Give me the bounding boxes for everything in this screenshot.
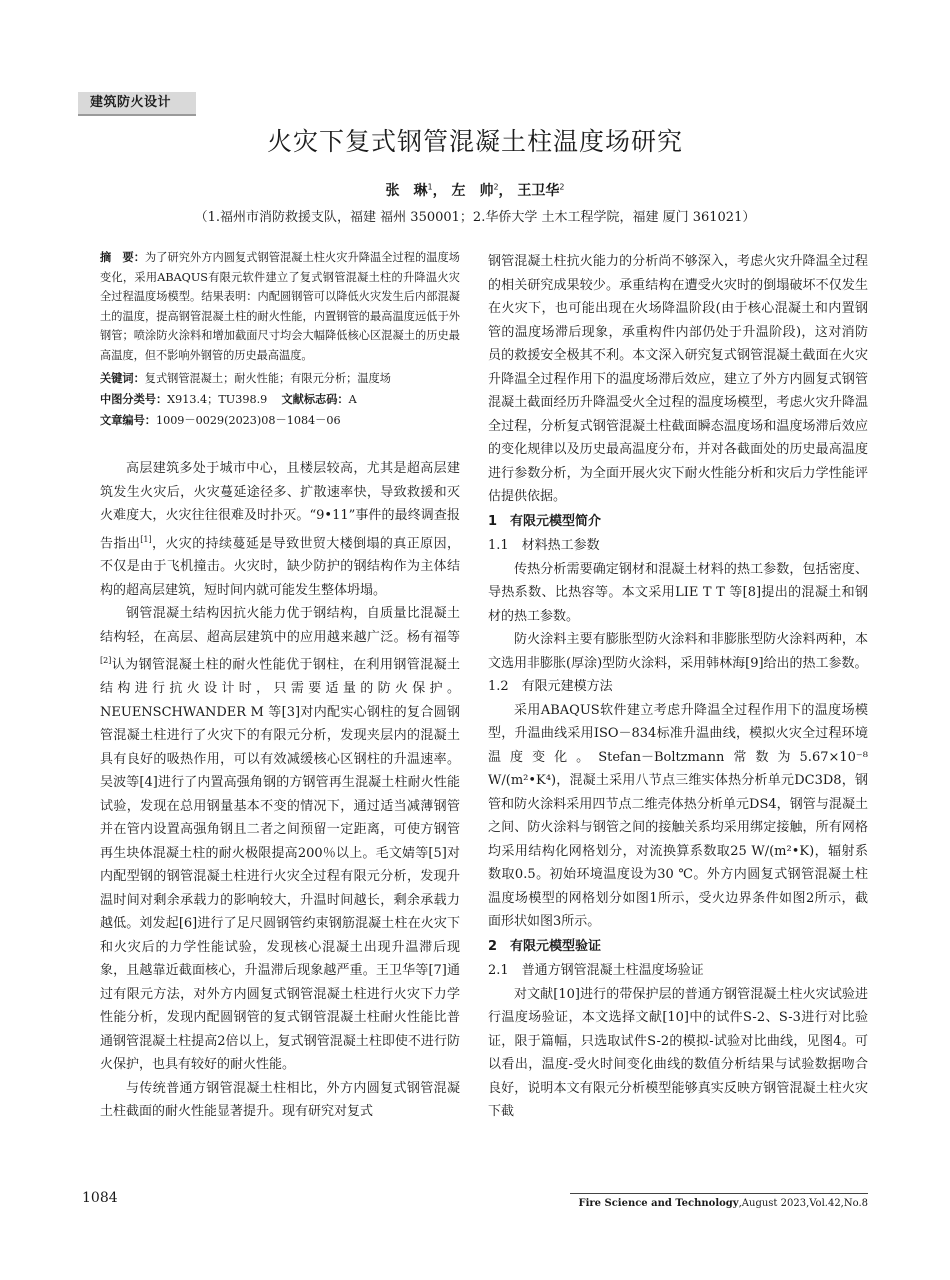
author-sup: 2 bbox=[493, 182, 499, 192]
article-number bbox=[100, 410, 460, 431]
keywords-text: 复式钢管混凝土；耐火性能；有限元分析；温度场 bbox=[144, 372, 391, 385]
keywords bbox=[100, 368, 460, 389]
article-no-label: 文章编号： bbox=[100, 414, 156, 427]
clc-value: X913.4；TU398.9 bbox=[167, 393, 268, 406]
journal-name: Fire Science and Technology bbox=[578, 1198, 739, 1209]
right-column bbox=[488, 250, 868, 1124]
body-paragraph: 钢管混凝土柱抗火能力的分析尚不够深入，考虑火灾升降温全过程的相关研究成果较少。承重结构在遭受火灾时的倒塌破坏不仅发生在火灾下，也可能出现在火场降温阶段(由于核心混凝土和内置钢管的温度场滞后现象，承重构件内部仍处于升温阶段)，这对消防员的救援安全极其不利。本文深入研究复式钢管混凝土截面在火灾升降温全过程作用下的温度场滞后效应，建立了外方内圆复式钢管混凝土截面经历升降温受火全过程的温度场模型，考虑火灾升降温全过程，分析复式钢管混凝土柱截面瞬态温度场和温度场滞后效应的变化规律以及历史最高温度分布，并对各截面处的历史最高温度进行参数分析，为全面开展火灾下耐火性能分析和灾后力学性能评估提供依据。 bbox=[488, 254, 868, 504]
citation: [1] bbox=[140, 534, 152, 544]
section-heading-1: 1 有限元模型简介 bbox=[488, 513, 602, 529]
body-paragraph: 传热分析需要确定钢材和混凝土材料的热工参数，包括密度、导热系数、比热容等。本文采用LIE T T 等[8]提出的混凝土和钢材的热工参数。 bbox=[488, 561, 868, 624]
body-paragraph: 对文献[10]进行的带保护层的普通方钢管混凝土柱火灾试验进行温度场验证，本文选择文献[10]中的试件S-2、S-3进行对比验证，限于篇幅，只选取试件S-2的模拟-试验对比曲线，见图4。可以看出，温度-受火时间变化曲线的数值分析结果与试验数据吻合良好，说明本文有限元分析模型能够真实反映方钢管混凝土柱火灾下截 bbox=[488, 986, 868, 1119]
body-text: 高层建筑多处于城市中心，且楼层较高，尤其是超高层建筑发生火灾后，火灾蔓延途径多、扩散速率快，导致救援和灭火难度大，火灾往往很难及时扑灭。“9•11”事件的最终调查报告指出 bbox=[100, 461, 460, 551]
meta-block bbox=[100, 368, 460, 431]
body-paragraph bbox=[100, 1077, 460, 1124]
section-heading-1-2: 1.2 有限元建模方法 bbox=[488, 679, 613, 694]
classification bbox=[100, 389, 460, 410]
section-heading-2: 2 有限元模型验证 bbox=[488, 938, 602, 954]
abstract-text: 为了研究外方内圆复式钢管混凝土柱火灾升降温全过程的温度场变化，采用ABAQUS有限元软件建立了复式钢管混凝土柱的升降温火灾全过程温度场模型。结果表明：内配圆钢管可以降低火灾发生后内部混凝土的温度，提高钢管混凝土柱的耐火性能，内置钢管的最高温度远低于外钢管；喷涂防火涂料和增加截面尺寸均会大幅降低核心区混凝土的历史最高温度，但不影响外钢管的历史最高温度。 bbox=[100, 251, 460, 362]
abstract-label: 摘 要： bbox=[100, 251, 146, 264]
section-heading-1-1: 1.1 材料热工参数 bbox=[488, 538, 600, 553]
authors: 张 琳$^1$， 左 帅$^2$， 王卫华$^2$ bbox=[385, 182, 565, 199]
keywords-label: 关键词： bbox=[100, 372, 145, 385]
paper-title: 火灾下复式钢管混凝土柱温度场研究 bbox=[266, 127, 683, 156]
body-paragraph bbox=[100, 457, 460, 602]
body-text: 认为钢管混凝土柱的耐火性能优于钢柱，在利用钢管混凝土结构进行抗火设计时，只需要适量的防火保护。NEUENSCHWANDER M 等[3]对内配实心钢柱的复合圆钢管混凝土柱进行了火灾下的有限元分析，发现夹层内的混凝土具有良好的吸热作用，可以有效减缓核心区钢柱的升温速率。吴波等[4]进行了内置高强角钢的方钢管再生混凝土柱耐火性能试验，发现在总用钢量基本不变的情况下，通过适当减薄钢管并在管内设置高强角钢且二者之间预留一定距离，可使方钢管再生块体混凝土柱的耐火极限提高200％以上。毛文婧等[5]对内配型钢的钢管混凝土柱进行火灾全过程有限元分析，发现升温时间对剩余承载力的影响较大，升温时间越长，剩余承载力越低。刘发起[6]进行了足尺圆钢管约束钢筋混凝土柱在火灾下和火灾后的力学性能试验，发现核心混凝土出现升温滞后现象，且越靠近截面核心，升温滞后现象越严重。王卫华等[7]通过有限元方法，对外方内圆复式钢管混凝土柱进行火灾下力学性能分析，发现内配圆钢管的复式钢管混凝土柱耐火性能比普通钢管混凝土柱提高2倍以上，复式钢管混凝土柱即使不进行防火保护，也具有较好的耐火性能。 bbox=[100, 657, 460, 1073]
affiliation: （1.福州市消防救援支队，福建 福州 350001；2.华侨大学 土木工程学院，福建 厦门 361021） bbox=[194, 210, 756, 225]
body-text: 与传统普通方钢管混凝土柱相比，外方内圆复式钢管混凝土柱截面的耐火性能显著提升。现有研究对复式 bbox=[100, 1080, 460, 1120]
author-name: 张 琳 bbox=[385, 183, 428, 199]
abstract bbox=[100, 248, 460, 365]
section-heading-2-1: 2.1 普通方钢管混凝土柱温度场验证 bbox=[488, 963, 704, 978]
body-paragraph: 采用ABAQUS软件建立考虑升降温全过程作用下的温度场模型，升温曲线采用ISO－834标准升温曲线，模拟火灾全过程环境温度变化。Stefan－Boltzmann常数为5.67×10⁻⁸ W/(m²•K⁴)，混凝土采用八节点三维实体热分析单元DC3D8，钢管和防火涂料采用四节点二维壳体热分析单元DS4，钢管与混凝土之间、防火涂料与钢管之间的接触关系均采用绑定接触，所有网格均采用结构化网格划分，对流换算系数取25 W/(m²•K)，辐射系数取0.5。初始环境温度设为30 ℃。外方内圆复式钢管混凝土柱温度场模型的网格划分如图1所示，受火边界条件如图2所示，截面形状如图3所示。 bbox=[488, 702, 868, 929]
page-number: 1084 bbox=[82, 1190, 118, 1206]
doc-code-value: A bbox=[348, 393, 357, 406]
body-text: ，火灾的持续蔓延是导致世贸大楼倒塌的真正原因，不仅是由于飞机撞击。火灾时，缺少防护的钢结构作为主体结构的超高层建筑，短时间内就可能发生整体坍塌。 bbox=[100, 535, 460, 598]
article-no-value: 1009－0029(2023)08－1084－06 bbox=[155, 414, 341, 427]
author-name: 王卫华 bbox=[517, 183, 560, 199]
section-tag bbox=[78, 92, 196, 116]
author-sup: 2 bbox=[559, 182, 565, 192]
body-text: 钢管混凝土结构因抗火能力优于钢结构，自质量比混凝土结构轻，在高层、超高层建筑中的应用越来越广泛。杨有福等 bbox=[100, 606, 460, 645]
left-column bbox=[100, 248, 460, 1124]
journal-issue: ,August 2023,Vol.42,No.8 bbox=[738, 1198, 868, 1209]
body-paragraph bbox=[100, 602, 460, 1076]
doc-code-label: 文献标志码： bbox=[281, 393, 349, 406]
footer-divider bbox=[570, 1193, 868, 1194]
author-name: 左 帅 bbox=[451, 183, 494, 199]
body-paragraph: 防火涂料主要有膨胀型防火涂料和非膨胀型防火涂料两种，本文选用非膨胀(厚涂)型防火涂料，采用韩林海[9]给出的热工参数。 bbox=[488, 632, 868, 671]
author-sup: 1 bbox=[427, 182, 433, 192]
clc-label: 中图分类号： bbox=[100, 393, 168, 406]
section-tag-label: 建筑防火设计 bbox=[90, 95, 172, 110]
journal-footer bbox=[540, 1198, 868, 1209]
citation: [2] bbox=[100, 656, 112, 666]
